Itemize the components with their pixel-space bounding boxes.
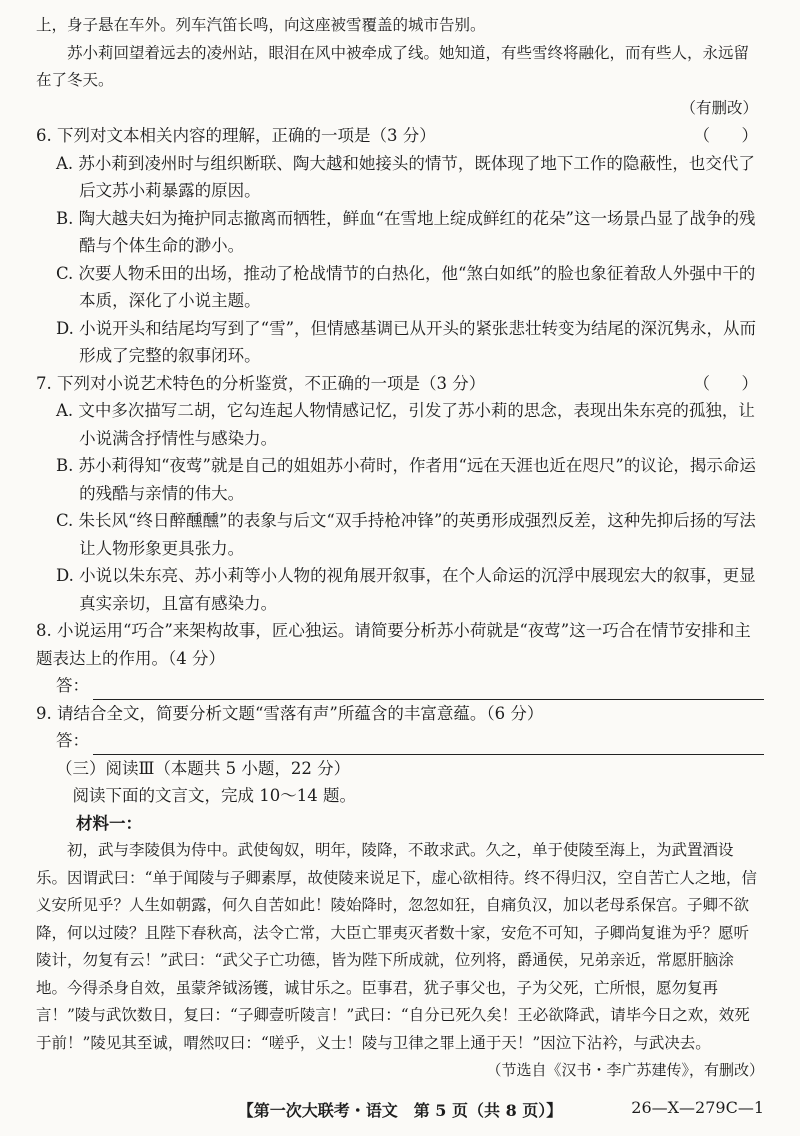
question-7-stem	[36, 370, 764, 398]
classical-source-note: （节选自《汉书・李广苏建传》，有删改）	[486, 1061, 764, 1079]
question-8-text: 8. 小说运用“巧合”来架构故事，匠心独运。请简要分析苏小荷就是“夜莺”这一巧合在情节安排和主题表达上的作用。（4 分）	[36, 621, 751, 668]
question-6-answer-paren[interactable]: （ ）	[693, 126, 758, 145]
question-8-answer-line[interactable]	[93, 679, 764, 700]
story-line-1: 上，身子悬在车外。列车汽笛长鸣，向这座被雪覆盖的城市告别。	[36, 16, 486, 34]
question-6-stem	[36, 122, 764, 150]
section-3-instruction: 阅读下面的文言文，完成 10～14 题。	[72, 786, 356, 805]
question-6-option-d: D. 小说开头和结尾均写到了“雪”，但情感基调已从开头的紧张悲壮转变为结尾的深沉隽永，从而形成了完整的叙事闭环。	[56, 318, 757, 365]
question-7-text: 7. 下列对小说艺术特色的分析鉴赏，不正确的一项是（3 分）	[36, 373, 486, 393]
story-source-note: （有删改）	[680, 98, 758, 117]
page-footer	[36, 1098, 764, 1120]
footer-title: 【第一次大联考・语文 第 5 页（共 8 页）】	[237, 1101, 563, 1120]
material-1-title: 材料一：	[76, 813, 142, 833]
question-6-option-a: A. 苏小莉到凌州时与组织断联、陶大越和她接头的情节，既体现了地下工作的隐蔽性，也交代了后文苏小莉暴露的原因。	[56, 153, 755, 200]
question-6-option-b: B. 陶大越夫妇为掩护同志撤离而牺牲，鲜血“在雪地上绽成鲜红的花朵”这一场景凸显了战争的残酷与个体生命的渺小。	[56, 208, 756, 255]
section-3-heading: （三）阅读Ⅲ（本题共 5 小题，22 分）	[56, 758, 351, 778]
question-9-text: 9. 请结合全文，简要分析文题“雪落有声”所蕴含的丰富意蕴。（6 分）	[36, 703, 544, 723]
question-8-answer-row[interactable]	[36, 672, 764, 700]
question-9-answer-label: 答：	[56, 731, 89, 750]
question-7-answer-paren[interactable]: （ ）	[693, 373, 758, 393]
question-6-option-c: C. 次要人物禾田的出场，推动了枪战情节的白热化，他“煞白如纸”的脸也象征着敌人外强中干的本质，深化了小说主题。	[56, 263, 756, 310]
question-7-option-c: C. 朱长风“终日醉醺醺”的表象与后文“双手持枪冲锋”的英勇形成强烈反差，这种先抑后扬的写法让人物形象更具张力。	[56, 511, 756, 558]
story-paragraph-2: 苏小莉回望着远去的凌州站，眼泪在风中被牵成了线。她知道，有些雪终将融化，而有些人，永远留在了冬天。	[36, 43, 750, 89]
question-8-answer-label: 答：	[56, 676, 89, 695]
question-9-answer-row[interactable]	[36, 727, 764, 755]
classical-chinese-passage: 初，武与李陵俱为侍中。武使匈奴，明年，陵降，不敢求武。久之，单于使陵至海上，为武置酒设乐。因谓武曰：“单于闻陵与子卿素厚，故使陵来说足下，虚心欲相待。终不得归汉，空自苦亡人之地，信义安所见乎？人生如朝露，何久自苦如此！陵始降时，忽忽如狂，自痛负汉，加以老母系保宫。子卿不欲降，何以过陵？且陛下春秋高，法令亡常，大臣亡罪夷灭者数十家，安危不可知，子卿尚复谁为乎？愿听陵计，勿复有云！”武曰：“武父子亡功德，皆为陛下所成就，位列将，爵通侯，兄弟亲近，常愿肝脑涂地。今得杀身自效，虽蒙斧钺汤镬，诚甘乐之。臣事君，犹子事父也，子为父死，亡所恨，愿勿复再言！”陵与武饮数日，复曰：“子卿壹听陵言！”武曰：“自分已死久矣！王必欲降武，请毕今日之欢，效死于前！”陵见其至诚，喟然叹曰：“嗟乎，义士！陵与卫律之罪上通于天！”因泣下沾衿，与武决去。	[36, 841, 757, 1052]
question-6-text: 6. 下列对文本相关内容的理解，正确的一项是（3 分）	[36, 126, 436, 145]
question-7-option-b: B. 苏小莉得知“夜莺”就是自己的姐姐苏小荷时，作者用“远在天涯也近在咫尺”的议论，揭示命运的残酷与亲情的伟大。	[56, 456, 756, 503]
question-9-answer-line[interactable]	[93, 734, 764, 755]
question-7-option-a: A. 文中多次描写二胡，它勾连起人物情感记忆，引发了苏小莉的思念，表现出朱东亮的孤独，让小说满含抒情性与感染力。	[56, 401, 755, 448]
footer-exam-code: 26—X—279C—1	[631, 1098, 764, 1117]
question-7-option-d: D. 小说以朱东亮、苏小莉等小人物的视角展开叙事，在个人命运的沉浮中展现宏大的叙事，更显真实亲切，且富有感染力。	[56, 566, 756, 613]
